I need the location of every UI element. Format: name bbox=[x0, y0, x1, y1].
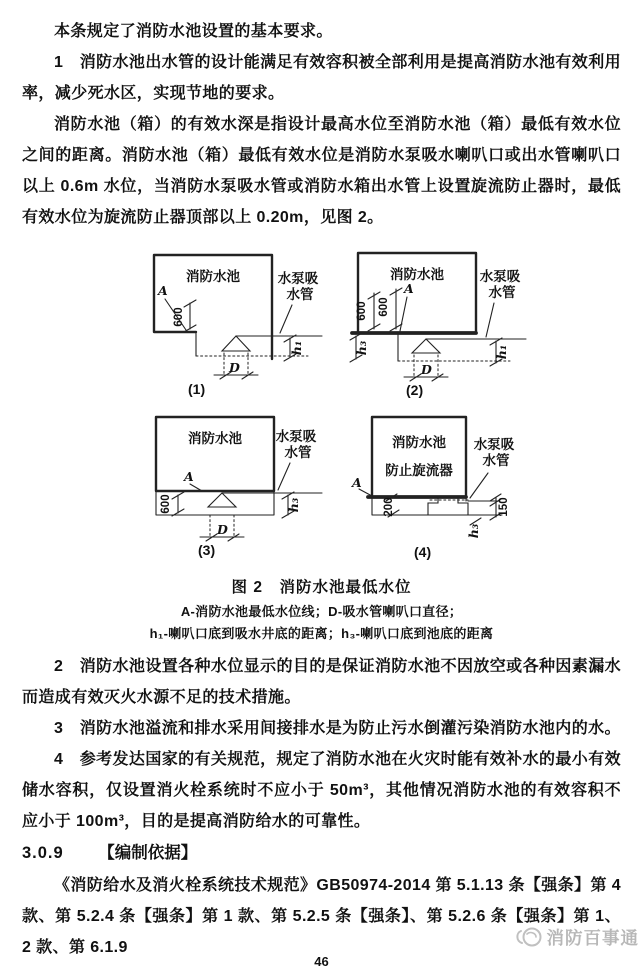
anti-vortex-label: 防止旋流器 bbox=[385, 463, 453, 478]
tank-lower-walls bbox=[156, 491, 274, 515]
dim-h1-label: h₁ bbox=[289, 340, 304, 356]
page-number: 46 bbox=[314, 954, 329, 969]
diagram-number: (4) bbox=[414, 544, 432, 560]
bell-mouth bbox=[208, 493, 236, 507]
tank-outline bbox=[156, 417, 274, 491]
bell-mouth bbox=[412, 339, 440, 353]
water-level-leader bbox=[359, 489, 372, 496]
dim-600b-label: 600 bbox=[378, 297, 390, 317]
anti-vortex-device bbox=[428, 498, 468, 515]
diagram-2 bbox=[344, 241, 534, 401]
watermark-logo-icon bbox=[514, 924, 544, 950]
dim-600-line bbox=[184, 300, 196, 332]
dim-600a-label: 600 bbox=[356, 301, 368, 321]
tank-label: 消防水池 bbox=[186, 269, 240, 284]
pump-pipe-leader bbox=[278, 463, 290, 490]
dim-150-label: 150 bbox=[498, 497, 510, 517]
paragraph-item-2: 2 消防水池设置各种水位显示的目的是保证消防水池不因放空或各种因素漏水而造成有效灭火水源不足的技术措施。 bbox=[22, 658, 621, 706]
paragraph-intro: 本条规定了消防水池设置的基本要求。 bbox=[54, 23, 333, 40]
dim-d-label: D bbox=[217, 522, 228, 537]
figure-caption: 图 2 消防水池最低水位 bbox=[231, 579, 412, 596]
pump-pipe-label-2: 水管 bbox=[488, 285, 516, 300]
paragraph-item-1: 1 消防水池出水管的设计能满足有效容积被全部利用是提高消防水池有效利用率，减少死水区，实现节地的要求。 bbox=[22, 54, 621, 102]
watermark bbox=[514, 924, 640, 950]
tank-outline bbox=[372, 417, 466, 497]
pump-pipe-leader bbox=[486, 303, 494, 337]
water-level-label: A bbox=[158, 283, 168, 298]
pump-pipe-label-2: 水管 bbox=[482, 453, 510, 468]
paragraph-item-4: 4 参考发达国家的有关规范，规定了消防水池在火灾时能有效补水的最小有效储水容积，仅设置消火栓系统时不应小于 50m³，其他情况消防水池的有效容积不应小于 100m³，目的是提高消防给水的可靠性。 bbox=[22, 751, 621, 830]
dim-h3-label: h₃ bbox=[466, 523, 481, 539]
pump-pipe-label-1: 水泵吸 bbox=[479, 269, 521, 284]
dim-600-label: 600 bbox=[173, 307, 185, 327]
dim-200-label: 200 bbox=[383, 497, 395, 517]
diagram-number: (3) bbox=[198, 542, 216, 558]
section-heading bbox=[22, 837, 621, 870]
tank-label: 消防水池 bbox=[188, 431, 242, 446]
bell-mouth bbox=[222, 336, 250, 351]
water-level-label: A bbox=[352, 475, 362, 490]
diagram-number: (2) bbox=[406, 382, 424, 398]
diagram-3 bbox=[140, 403, 330, 563]
figure-2 bbox=[22, 241, 621, 645]
pump-pipe-leader bbox=[470, 473, 488, 498]
water-level-label: A bbox=[184, 469, 194, 484]
pump-pipe-label-1: 水泵吸 bbox=[277, 271, 319, 286]
dim-600-line bbox=[172, 492, 184, 516]
section-title: 【编制依据】 bbox=[98, 844, 198, 862]
tank-label: 消防水池 bbox=[392, 435, 446, 450]
pump-pipe-label-1: 水泵吸 bbox=[275, 429, 317, 444]
paragraph-item-3: 3 消防水池溢流和排水采用间接排水是为防止污水倒灌污染消防水池内的水。 bbox=[54, 720, 621, 737]
diagram-number: (1) bbox=[188, 381, 206, 397]
pump-pipe-label-2: 水管 bbox=[284, 445, 312, 460]
dim-h3-label: h₃ bbox=[354, 340, 369, 356]
water-level-label: A bbox=[404, 281, 414, 296]
pump-pipe-label-1: 水泵吸 bbox=[473, 437, 515, 452]
dim-600b-line bbox=[390, 288, 402, 331]
paragraph-basis: 《消防给水及消火栓系统技术规范》GB50974-2014 第 5.1.13 条【强条】第 4 款、第 5.2.4 条【强条】第 1 款、第 5.2.5 条【强条】、第 5.2.6 条【强条】第 1、2 款、第 6.1.9 bbox=[22, 877, 621, 956]
tank-outline bbox=[358, 253, 476, 333]
water-level-leader bbox=[400, 297, 407, 331]
pump-pipe-leader bbox=[280, 305, 292, 333]
tank-label: 消防水池 bbox=[390, 267, 444, 282]
dim-600-label: 600 bbox=[160, 494, 172, 514]
dim-h1-label: h₁ bbox=[494, 344, 509, 360]
dim-d-label: D bbox=[421, 362, 432, 377]
watermark-text: 消防百事通 bbox=[546, 927, 639, 948]
diagram-1 bbox=[140, 241, 330, 401]
paragraph-water-depth: 消防水池（箱）的有效水深是指设计最高水位至消防水池（箱）最低有效水位之间的距离。消防水池（箱）最低有效水位是消防水泵吸水喇叭口或出水管喇叭口以上 0.6m 水位，当消防水泵吸水管或消防水箱出水管上设置旋流防止器时，最低有效水位为旋流防止器顶部以上 0.20m，见图 2。 bbox=[22, 116, 621, 226]
figure-legend-line-1: A-消防水池最低水位线；D-吸水管喇叭口直径； bbox=[180, 604, 463, 619]
figure-legend-line-2: h₁-喇叭口底到吸水井底的距离；h₃-喇叭口底到池底的距离 bbox=[149, 626, 494, 641]
dim-h3-label: h₃ bbox=[286, 497, 301, 513]
diagram-4 bbox=[344, 403, 534, 563]
figure-legend bbox=[22, 601, 621, 645]
pump-pipe-label-2: 水管 bbox=[286, 287, 314, 302]
dim-d-label: D bbox=[229, 360, 240, 375]
figure-grid bbox=[140, 241, 534, 563]
section-number: 3.0.9 bbox=[22, 844, 64, 862]
